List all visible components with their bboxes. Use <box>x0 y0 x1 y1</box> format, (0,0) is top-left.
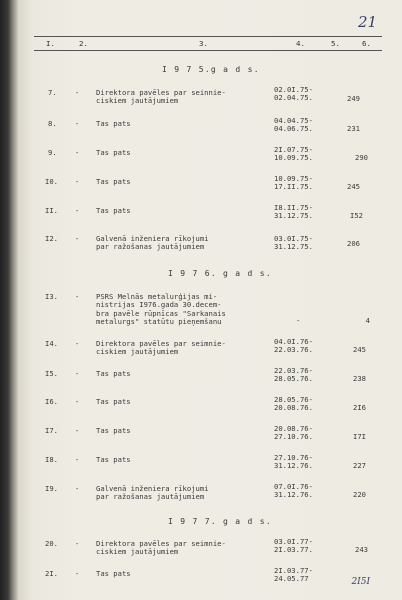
entry-dash: - <box>75 426 80 435</box>
entry-dash: - <box>75 148 80 157</box>
entry-dates: 28.05.76- 20.08.76. <box>274 395 313 413</box>
entry-count: 249 <box>347 94 360 103</box>
entry-number: 2I. <box>45 569 58 578</box>
year-heading-1977: I 9 7 7. g a d s. <box>168 517 272 526</box>
page-number: 21 <box>358 13 378 31</box>
header-rule-top <box>34 36 382 37</box>
entry-number: I3. <box>45 292 58 301</box>
entry-dash: - <box>75 234 80 243</box>
entry-count: 227 <box>353 461 366 470</box>
entry-description: Galvenā inženiera rīkojumi par ražošanas jautājumiem <box>96 484 209 502</box>
entry-dates: 10.09.75- 17.II.75. <box>274 174 313 192</box>
entry-description: Galvenā inženiera rīkojumi par ražošanas jautājumiem <box>96 234 209 252</box>
entry-count: 243 <box>355 545 368 554</box>
entry-description: Tas pats <box>96 148 131 157</box>
entry-description: Tas pats <box>96 455 131 464</box>
entry-count: I52 <box>350 211 363 220</box>
year-heading-1975: I 9 7 5.g a d s. <box>162 65 260 74</box>
entry-dates: 2I.07.75- 10.09.75. <box>274 145 313 163</box>
entry-dates: 22.03.76- 28.05.76. <box>274 366 313 384</box>
entry-dates: I8.II.75- 31.12.75. <box>274 203 313 221</box>
entry-dash: - <box>75 119 80 128</box>
entry-description: Tas pats <box>96 569 131 578</box>
entry-number: I0. <box>45 177 58 186</box>
entry-description: Tas pats <box>96 206 131 215</box>
entry-description: Tas pats <box>96 397 131 406</box>
entry-dash: - <box>75 206 80 215</box>
entry-count: 4 <box>365 316 370 325</box>
col-header-5: 5. <box>331 39 340 48</box>
col-header-4: 4. <box>296 39 305 48</box>
entry-count: 220 <box>353 490 366 499</box>
year-heading-1976: I 9 7 6. g a d s. <box>168 269 272 278</box>
entry-description: Direktora pavēles par seimnie- ciskiem jautājumiem <box>96 339 226 357</box>
entry-dash: - <box>75 484 80 493</box>
entry-dates: 2I.03.77- 24.05.77 <box>274 566 313 584</box>
entry-number: 7. <box>48 88 57 97</box>
entry-description: Tas pats <box>96 119 131 128</box>
entry-count: 2I5I <box>351 577 370 587</box>
entry-dates: 02.0I.75- 02.04.75. <box>274 85 313 103</box>
entry-number: 8. <box>48 119 57 128</box>
entry-count: 290 <box>355 153 368 162</box>
entry-dash: - <box>75 339 80 348</box>
entry-count: 245 <box>353 345 366 354</box>
entry-number: I5. <box>45 369 58 378</box>
entry-dates: 27.10.76- 31.12.76. <box>274 453 313 471</box>
entry-dash: - <box>75 539 80 548</box>
entry-number: I2. <box>45 234 58 243</box>
entry-number: II. <box>45 206 58 215</box>
header-rule-bottom <box>34 50 382 51</box>
entry-count: 2I6 <box>353 403 366 412</box>
col-header-6: 6. <box>362 39 371 48</box>
entry-dates: 04.04.75- 04.06.75. <box>274 116 313 134</box>
entry-dash: - <box>75 397 80 406</box>
entry-number: I7. <box>45 426 58 435</box>
entry-dates: 03.0I.77- 2I.03.77. <box>274 537 313 555</box>
binding-spine <box>0 0 18 600</box>
entry-description: Direktora pavēles par seinnie- ciskiem jautājumiem <box>96 88 226 106</box>
entry-number: I8. <box>45 455 58 464</box>
entry-dates: 03.0I.75- 31.12.75. <box>274 234 313 252</box>
entry-number: 20. <box>45 539 58 548</box>
entry-description: Tas pats <box>96 177 131 186</box>
entry-number: 9. <box>48 148 57 157</box>
entry-description: Direktora pavēles par seimnie- ciskiem jautājumiem <box>96 539 226 557</box>
col-header-3: 3. <box>199 39 208 48</box>
col-header-1: I. <box>46 39 55 48</box>
entry-number: I4. <box>45 339 58 348</box>
entry-dash: - <box>75 369 80 378</box>
entry-description: Tas pats <box>96 426 131 435</box>
entry-number: I9. <box>45 484 58 493</box>
entry-count: 231 <box>347 124 360 133</box>
entry-dash: - <box>75 88 80 97</box>
entry-dash: - <box>75 177 80 186</box>
entry-count: I7I <box>353 432 366 441</box>
entry-dash: - <box>75 569 80 578</box>
entry-dates: 20.08.76- 27.10.76. <box>274 424 313 442</box>
col-header-2: 2. <box>79 39 88 48</box>
entry-dates: - <box>296 316 301 325</box>
entry-dash: - <box>75 292 80 301</box>
entry-count: 238 <box>353 374 366 383</box>
entry-description: Tas pats <box>96 369 131 378</box>
entry-count: 206 <box>347 239 360 248</box>
entry-count: 245 <box>347 182 360 191</box>
entry-dash: - <box>75 455 80 464</box>
entry-dates: 04.0I.76- 22.03.76. <box>274 337 313 355</box>
entry-number: I6. <box>45 397 58 406</box>
entry-description: PSRS Melnās metalurģijas mi- nistrijas I976.gada 30.decem- bra pavēle rūpnīcas "Sarkanais metalurgs" statūtu pieņemšanu <box>96 292 226 327</box>
entry-dates: 07.0I.76- 31.12.76. <box>274 482 313 500</box>
